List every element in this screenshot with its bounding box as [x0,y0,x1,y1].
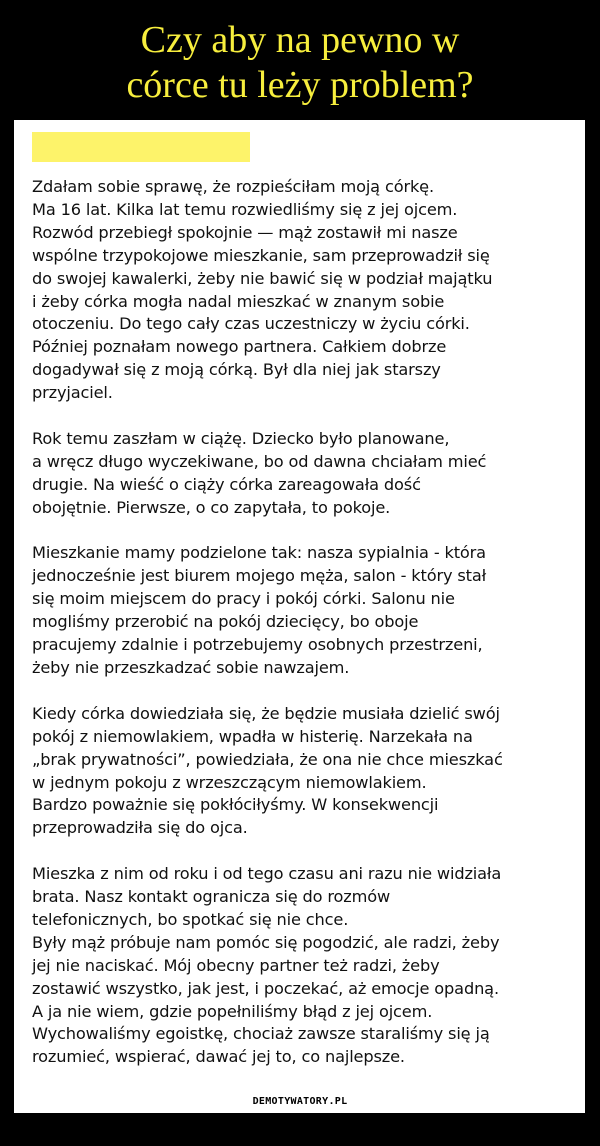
text-line: jej nie naciskać. Mój obecny partner też radzi, żeby [32,955,440,975]
story-panel [14,120,585,1113]
text-line: pracujemy zdalnie i potrzebujemy osobnych przestrzeni, [32,635,483,655]
text-line: żeby nie przeszkadzać sobie nawzajem. [32,658,350,677]
text-line: a wręcz długo wyczekiwane, bo od dawna chciałam mieć [32,451,487,471]
text-line: Rozwód przebiegł spokojnie — mąż zostawił mi nasze [32,222,458,242]
text-line: Ma 16 lat. Kilka lat temu rozwiedliśmy się z jej ojcem. [32,199,458,219]
text-line: wspólne trzypokojowe mieszkanie, sam przeprowadził się [32,245,490,265]
text-line: brata. Nasz kontakt ogranicza się do rozmów [32,887,391,907]
text-line: się moim miejscem do pracy i pokój córki. Salonu nie [32,589,455,609]
text-line: Bardzo poważnie się pokłóciłyśmy. W konsekwencji [32,795,439,815]
story-paragraph [32,176,577,405]
text-line: do swojej kawalerki, żeby nie bawić się w podział majątku [32,268,493,288]
text-line: i żeby córka mogła nadal mieszkać w znanym sobie [32,291,445,311]
story-paragraph [32,542,577,679]
title-line-2: córce tu leży problem? [126,64,474,106]
text-line: przeprowadziła się do ojca. [32,818,248,838]
text-line: mogliśmy przerobić na pokój dziecięcy, bo oboje [32,612,419,632]
text-line: obojętnie. Pierwsze, o co zapytała, to pokoje. [32,497,391,517]
text-line: Były mąż próbuje nam pomóc się pogodzić, ale radzi, żeby [32,932,500,952]
story-text [32,176,577,1069]
text-line: „brak prywatności”, powiedziała, że ona nie chce mieszkać [32,749,503,769]
text-line: pokój z niemowlakiem, wpadła w histerię. Narzekała na [32,726,473,746]
text-line: Później poznałam nowego partnera. Całkiem dobrze [32,337,447,357]
brand-watermark: DEMOTYWATORY.PL [239,1092,361,1112]
text-line: Rok temu zaszłam w ciążę. Dziecko było planowane, [32,428,450,448]
title-line-1: Czy aby na pewno w [140,19,460,61]
story-paragraph [32,863,577,1069]
text-line: drugie. Na wieść o ciąży córka zareagowała dość [32,474,421,494]
story-paragraph [32,703,577,840]
text-line: Mieszkanie mamy podzielone tak: nasza sypialnia - która [32,543,486,563]
text-line: przyjaciel. [32,383,113,403]
text-line: Zdałam sobie sprawę, że rozpieściłam moją córkę. [32,177,434,196]
text-line: Mieszka z nim od roku i od tego czasu ani razu nie widziała [32,864,502,884]
text-line: Kiedy córka dowiedziała się, że będzie musiała dzielić swój [32,703,500,723]
highlight-bar [32,132,250,162]
text-line: zostawić wszystko, jak jest, i poczekać, aż emocje opadną. [32,978,499,998]
text-line: A ja nie wiem, gdzie popełniliśmy błąd z jej ojcem. [32,1001,433,1021]
text-line: w jednym pokoju z wrzeszczącym niemowlakiem. [32,772,427,792]
text-line: telefonicznych, bo spotkać się nie chce. [32,909,349,929]
text-line: dogadywał się z moją córką. Był dla niej jak starszy [32,360,441,380]
text-line: jednocześnie jest biurem mojego męża, salon - który stał [32,566,487,586]
page-title [0,18,600,108]
text-line: Wychowaliśmy egoistkę, chociaż zawsze staraliśmy się ją [32,1024,490,1044]
text-line: otoczeniu. Do tego cały czas uczestniczy w życiu córki. [32,314,470,334]
text-line: rozumieć, wspierać, dawać jej to, co najlepsze. [32,1047,405,1067]
story-paragraph [32,428,577,520]
